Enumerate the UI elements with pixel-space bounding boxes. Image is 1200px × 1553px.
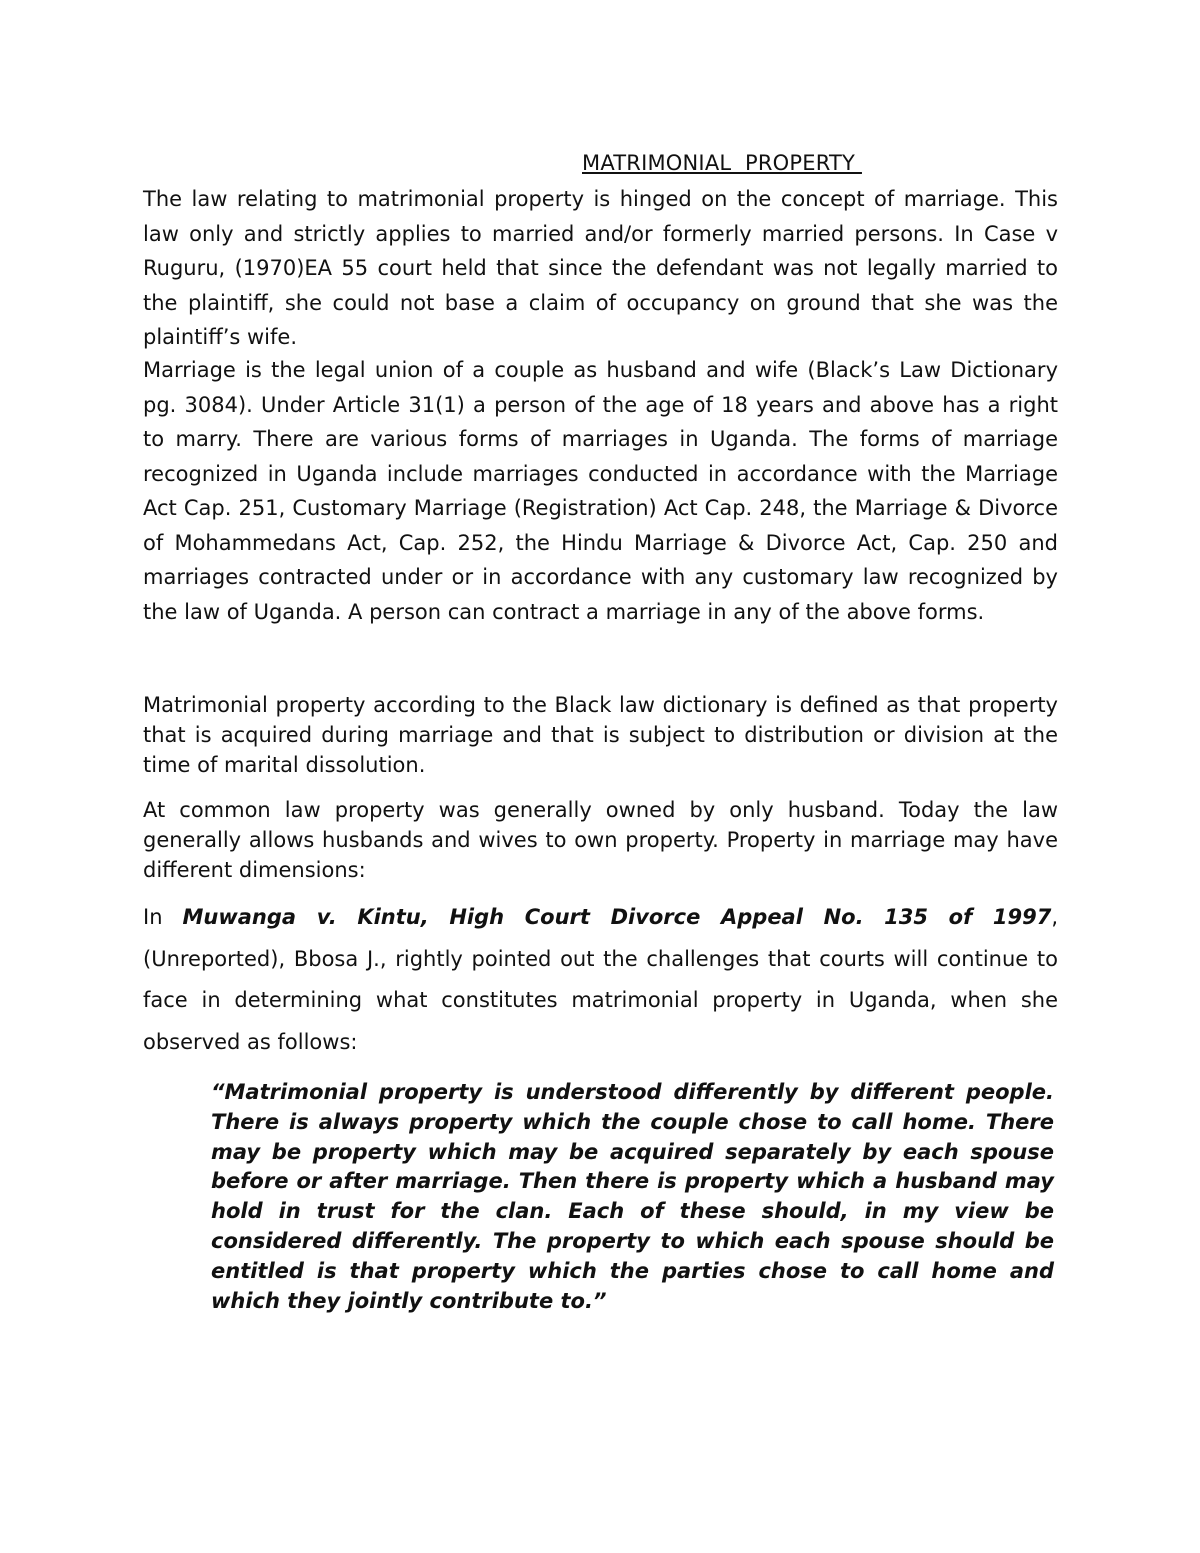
paragraph-marriage-concept: The law relating to matrimonial property is hinged on the concept of marriage. This law only and strictly applies to married and/or formerly married persons. In Case v Ruguru, (1970)EA 55 court held that since the defendant was not legally married to the plaintiff, she could not base a claim of occupancy on ground that she was the plaintiff’s wife. [143,187,1058,349]
case-citation: Muwanga v. Kintu, High Court Divorce Appeal No. 135 of 1997 [182,905,1052,929]
case-intro-text: In [143,905,183,929]
paragraph-case-reference [143,897,1058,1063]
paragraph-common-law: At common law property was generally owned by only husband. Today the law generally allows husbands and wives to own property. Property in marriage may have different dimensions: [143,798,1058,882]
paragraph-marriage-forms: Marriage is the legal union of a couple as husband and wife (Black’s Law Dictionary pg. 3084). Under Article 31(1) a person of the age of 18 years and above has a right to marry. There are various forms of marriages in Uganda. The forms of marriage recognized in Uganda include marriages conducted in accordance with the Marriage Act Cap. 251, Customary Marriage (Registration) Act Cap. 248, the Marriage & Divorce of Mohammedans Act, Cap. 252, the Hindu Marriage & Divorce Act, Cap. 250 and marriages contracted under or in accordance with any customary law recognized by the law of Uganda. A person can contract a marriage in any of the above forms. [143,358,1058,624]
block-quote: “Matrimonial property is understood differently by different people. There is always property which the couple chose to call home. There may be property which may be acquired separately by each spouse before or after marriage. Then there is property which a husband may hold in trust for the clan. Each of these should, in my view be considered differently. The property to which each spouse should be entitled is that property which the parties chose to call home and which they jointly contribute to.” [211,1080,1054,1313]
document-title: MATRIMONIAL PROPERTY [582,151,862,175]
case-description-text: , (Unreported), Bbosa J., rightly pointed out the challenges that courts will continue to face in determining what constitutes matrimonial property in Uganda, when she observed as follows: [143,905,1058,1054]
paragraph-definition: Matrimonial property according to the Black law dictionary is defined as that property that is acquired during marriage and that is subject to distribution or division at the time of marital dissolution. [143,693,1058,777]
